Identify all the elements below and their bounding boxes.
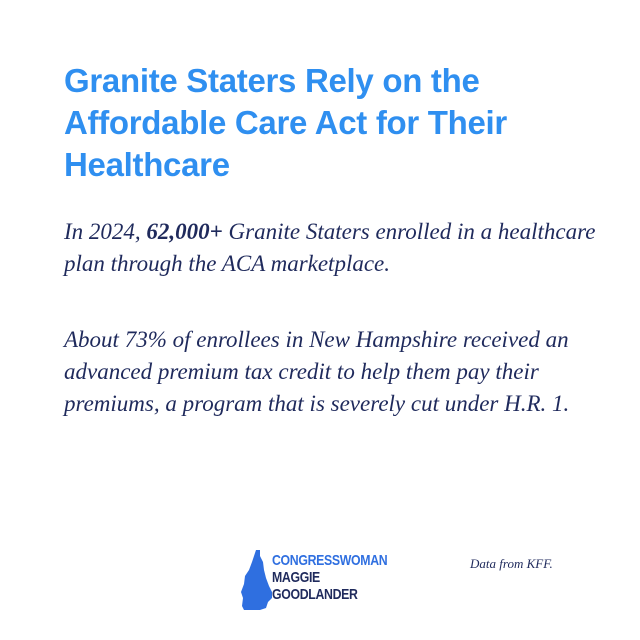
logo-wordmark (272, 552, 387, 603)
data-source-credit: Data from KFF. (470, 556, 553, 571)
new-hampshire-map-icon (236, 548, 272, 612)
enrollment-count: 62,000+ (146, 219, 223, 244)
headline: Granite Staters Rely on the Affordable Care Act for Their Healthcare (64, 62, 507, 183)
enrollment-paragraph (64, 216, 604, 280)
logo-line-title: CONGRESSWOMAN (272, 552, 388, 569)
tax-credit-paragraph: About 73% of enrollees in New Hampshire received an advanced premium tax credit to help them pay their premiums, a program that is severely cut under H.R. 1. (64, 327, 570, 416)
logo-line-last-name: GOODLANDER (272, 586, 358, 603)
enrollment-prefix: In 2024, (64, 219, 147, 244)
enrollment-suffix: Granite Staters enrolled in a healthcare plan through the ACA marketplace. (64, 219, 596, 276)
congresswoman-logo (236, 548, 416, 612)
logo-line-first-name: MAGGIE (272, 569, 320, 586)
